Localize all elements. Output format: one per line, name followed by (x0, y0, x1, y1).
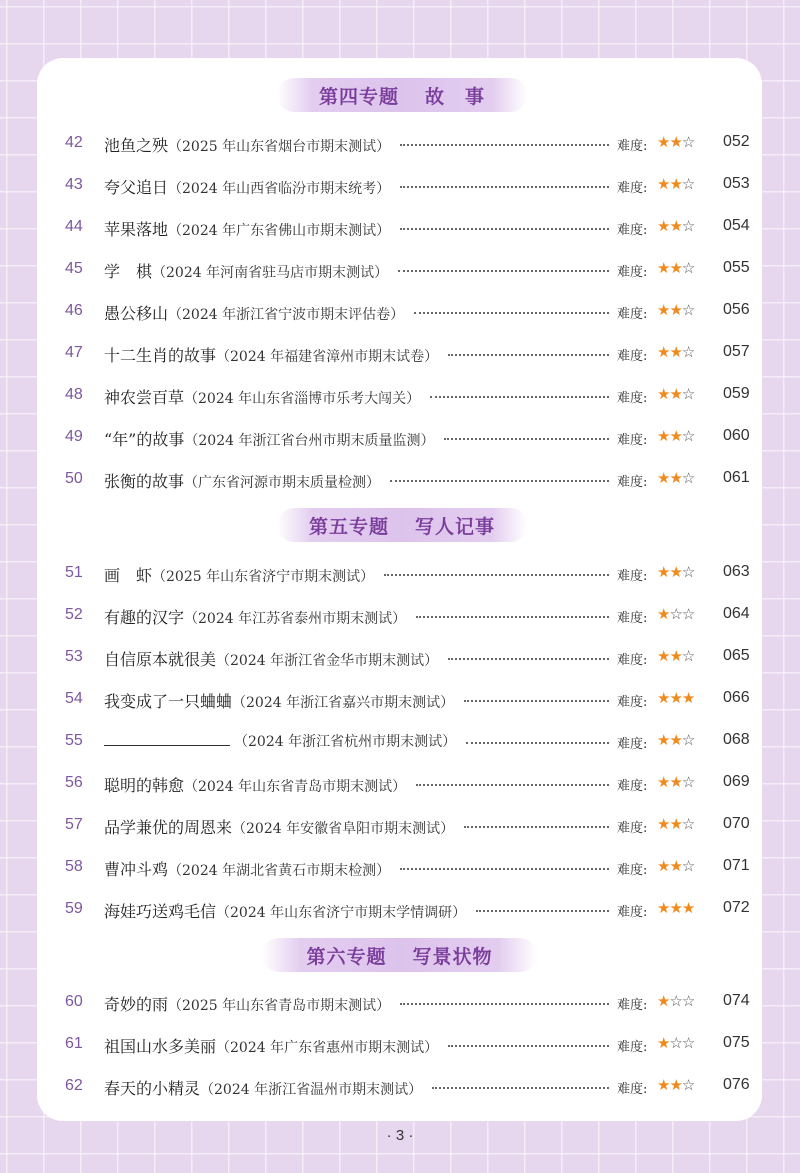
filled-star-icon: ★ (669, 815, 682, 833)
difficulty-label: 难度: (617, 779, 648, 794)
empty-star-icon: ☆ (669, 605, 682, 623)
filled-star-icon: ★ (657, 343, 670, 361)
difficulty-label: 难度: (617, 349, 648, 364)
empty-star-icon: ☆ (681, 175, 695, 193)
entry-number: 54 (65, 690, 83, 707)
entry-page: 068 (723, 731, 750, 748)
entry-page: 076 (723, 1076, 750, 1093)
empty-star-icon: ☆ (681, 427, 695, 445)
entry-title-text: 我变成了一只蛐蛐 (104, 692, 233, 711)
leader-dots (384, 574, 609, 576)
entry-page: 055 (723, 259, 750, 276)
entry-number: 59 (65, 900, 83, 917)
filled-star-icon: ★ (669, 133, 682, 151)
difficulty-stars (657, 133, 694, 151)
difficulty-label: 难度: (617, 611, 648, 626)
difficulty-label: 难度: (617, 998, 648, 1013)
toc-entry[interactable] (37, 333, 762, 375)
filled-star-icon: ★ (657, 857, 670, 875)
difficulty-stars (657, 1076, 694, 1094)
page-number: · 3 · (386, 1127, 414, 1144)
difficulty-stars (657, 469, 694, 487)
filled-star-icon: ★ (657, 175, 670, 193)
entry-number: 49 (65, 428, 83, 445)
entry-number: 57 (65, 816, 83, 833)
section-title-name: 写人记事 (415, 515, 496, 538)
leader-dots (444, 438, 609, 440)
entry-number: 50 (65, 470, 83, 487)
filled-star-icon: ★ (657, 385, 670, 403)
entry-number: 51 (65, 564, 83, 581)
entry-title-text: 画 虾 (104, 566, 153, 585)
difficulty-label: 难度: (617, 1082, 648, 1097)
empty-star-icon: ☆ (681, 259, 695, 277)
entry-source: （2024 年浙江省台州市期末质量监测） (184, 433, 435, 449)
entry-number: 53 (65, 648, 83, 665)
entry-page: 070 (723, 815, 750, 832)
difficulty-label: 难度: (617, 307, 648, 322)
entry-source: （2024 年江苏省泰州市期末测试） (184, 611, 407, 627)
empty-star-icon: ☆ (681, 1034, 695, 1052)
difficulty-stars (657, 857, 694, 875)
toc-entry[interactable] (37, 459, 762, 501)
difficulty-label: 难度: (617, 821, 648, 836)
difficulty-stars (657, 647, 694, 665)
section-title-name: 写景状物 (412, 945, 493, 968)
entry-source: （2024 年浙江省杭州市期末测试） (234, 734, 457, 750)
section-title-number: 第六专题 (306, 945, 387, 968)
section-title (277, 78, 527, 112)
difficulty-label: 难度: (617, 737, 648, 752)
leader-dots (466, 742, 609, 744)
leader-dots (432, 1087, 609, 1089)
entry-source: （2024 年福建省漳州市期末试卷） (216, 349, 439, 365)
entry-title-text: 祖国山水多美丽 (104, 1037, 217, 1056)
toc-entry[interactable] (37, 417, 762, 459)
filled-star-icon: ★ (669, 647, 682, 665)
entry-source: （2024 年山西省临汾市期末统考） (168, 181, 391, 197)
difficulty-stars (657, 689, 694, 707)
entry-title (104, 301, 404, 324)
entry-number: 62 (65, 1077, 83, 1094)
entry-page: 075 (723, 1034, 750, 1051)
entry-title (104, 899, 466, 922)
entry-source: （2025 年山东省青岛市期末测试） (168, 998, 391, 1014)
toc-entry[interactable] (37, 1024, 762, 1066)
toc-entry[interactable] (37, 375, 762, 417)
entry-title-text: 愚公移山 (104, 304, 169, 323)
toc-entry[interactable] (37, 553, 762, 595)
entry-source: （2024 年湖北省黄石市期末检测） (168, 863, 391, 879)
empty-star-icon: ☆ (681, 992, 695, 1010)
entry-title (104, 217, 390, 240)
leader-dots (464, 826, 609, 828)
filled-star-icon: ★ (669, 469, 682, 487)
entry-page: 071 (723, 857, 750, 874)
entry-number: 44 (65, 218, 83, 235)
entry-title (104, 857, 390, 880)
entry-title (104, 647, 438, 670)
filled-star-icon: ★ (657, 815, 670, 833)
empty-star-icon: ☆ (669, 992, 682, 1010)
difficulty-label: 难度: (617, 181, 648, 196)
empty-star-icon: ☆ (681, 301, 695, 319)
entry-page: 074 (723, 992, 750, 1009)
entry-title-text: 品学兼优的周恩来 (104, 818, 233, 837)
filled-star-icon: ★ (657, 469, 670, 487)
entry-source: （2024 年广东省惠州市期末测试） (216, 1040, 439, 1056)
difficulty-stars (657, 217, 694, 235)
filled-star-icon: ★ (681, 689, 695, 707)
filled-star-icon: ★ (657, 773, 670, 791)
leader-dots (476, 910, 609, 912)
filled-star-icon: ★ (669, 563, 682, 581)
filled-star-icon: ★ (657, 301, 670, 319)
toc-entry[interactable] (37, 679, 762, 721)
entry-title-text: 张衡的故事 (104, 472, 185, 491)
entry-title (104, 563, 374, 586)
difficulty-label: 难度: (617, 695, 648, 710)
leader-dots (400, 228, 609, 230)
difficulty-stars (657, 773, 694, 791)
filled-star-icon: ★ (669, 1076, 682, 1094)
toc-entry[interactable] (37, 805, 762, 847)
entry-page: 052 (723, 133, 750, 150)
empty-star-icon: ☆ (681, 217, 695, 235)
leader-dots (464, 700, 609, 702)
entry-title-text: “年”的故事 (104, 430, 185, 449)
section-title-number: 第四专题 (318, 85, 399, 108)
difficulty-label: 难度: (617, 569, 648, 584)
entry-page: 063 (723, 563, 750, 580)
empty-star-icon: ☆ (681, 385, 695, 403)
entry-title (104, 605, 406, 628)
entry-source: （广东省河源市期末质量检测） (184, 475, 381, 491)
entry-title-text: 自信原本就很美 (104, 650, 217, 669)
entry-source: （2024 年浙江省温州市期末测试） (200, 1082, 423, 1098)
entry-number: 56 (65, 774, 83, 791)
entry-page: 064 (723, 605, 750, 622)
empty-star-icon: ☆ (681, 815, 695, 833)
entry-source: （2024 年安徽省阜阳市期末测试） (232, 821, 455, 837)
leader-dots (430, 396, 609, 398)
empty-star-icon: ☆ (681, 731, 695, 749)
entry-title (104, 731, 456, 751)
leader-dots (400, 144, 609, 146)
filled-star-icon: ★ (657, 1076, 670, 1094)
filled-star-icon: ★ (657, 259, 670, 277)
entry-page: 069 (723, 773, 750, 790)
entry-page: 060 (723, 427, 750, 444)
section-title (262, 938, 537, 972)
entry-title-text: 奇妙的雨 (104, 995, 169, 1014)
filled-star-icon: ★ (669, 385, 682, 403)
difficulty-label: 难度: (617, 475, 648, 490)
leader-dots (416, 784, 609, 786)
difficulty-label: 难度: (617, 653, 648, 668)
difficulty-label: 难度: (617, 433, 648, 448)
entry-page: 057 (723, 343, 750, 360)
entry-title-text: 苹果落地 (104, 220, 169, 239)
leader-dots (400, 186, 609, 188)
toc-entry[interactable] (37, 291, 762, 333)
entry-title (104, 1076, 422, 1099)
filled-star-icon: ★ (669, 857, 682, 875)
entry-number: 46 (65, 302, 83, 319)
entry-title-text: 学 棋 (104, 262, 153, 281)
difficulty-stars (657, 427, 694, 445)
toc-entry[interactable] (37, 595, 762, 637)
toc-entry[interactable] (37, 763, 762, 805)
toc-entry[interactable] (37, 165, 762, 207)
filled-star-icon: ★ (669, 259, 682, 277)
entry-title (104, 133, 390, 156)
entry-title-text: 夸父追日 (104, 178, 169, 197)
entry-number: 55 (65, 732, 83, 749)
entry-title-text: 神农尝百草 (104, 388, 185, 407)
entry-source: （2025 年山东省济宁市期末测试） (152, 569, 375, 585)
entry-title-text: 春天的小精灵 (104, 1079, 201, 1098)
filled-star-icon: ★ (657, 1034, 670, 1052)
difficulty-stars (657, 301, 694, 319)
entry-number: 43 (65, 176, 83, 193)
entry-title (104, 343, 438, 366)
entry-page: 054 (723, 217, 750, 234)
leader-dots (414, 312, 609, 314)
leader-dots (448, 1045, 609, 1047)
section-title-name: 故 事 (425, 85, 486, 108)
entry-title-text: 有趣的汉字 (104, 608, 185, 627)
entry-title-text: 曹冲斗鸡 (104, 860, 169, 879)
difficulty-label: 难度: (617, 863, 648, 878)
toc-entry[interactable] (37, 1066, 762, 1108)
entry-title-text: 聪明的韩愈 (104, 776, 185, 795)
difficulty-stars (657, 899, 694, 917)
section-title (277, 508, 527, 542)
entry-number: 42 (65, 134, 83, 151)
entry-number: 48 (65, 386, 83, 403)
difficulty-label: 难度: (617, 1040, 648, 1055)
entry-title-text: 池鱼之殃 (104, 136, 169, 155)
toc-card (37, 58, 762, 1121)
difficulty-label: 难度: (617, 905, 648, 920)
entry-title (104, 385, 420, 408)
entry-page: 053 (723, 175, 750, 192)
filled-star-icon: ★ (657, 563, 670, 581)
empty-star-icon: ☆ (681, 605, 695, 623)
entry-title (104, 689, 454, 712)
entry-source: （2024 年山东省济宁市期末学情调研） (216, 905, 467, 921)
entry-title (104, 259, 388, 282)
difficulty-label: 难度: (617, 139, 648, 154)
filled-star-icon: ★ (657, 647, 670, 665)
difficulty-stars (657, 175, 694, 193)
filled-star-icon: ★ (669, 301, 682, 319)
entry-source: （2024 年浙江省宁波市期末评估卷） (168, 307, 405, 323)
filled-star-icon: ★ (657, 992, 670, 1010)
leader-dots (448, 658, 609, 660)
difficulty-label: 难度: (617, 223, 648, 238)
entry-page: 065 (723, 647, 750, 664)
empty-star-icon: ☆ (669, 1034, 682, 1052)
difficulty-stars (657, 385, 694, 403)
difficulty-stars (657, 992, 694, 1010)
filled-star-icon: ★ (657, 605, 670, 623)
entry-title (104, 1034, 438, 1057)
entry-number: 60 (65, 993, 83, 1010)
entry-page: 066 (723, 689, 750, 706)
leader-dots (400, 1003, 609, 1005)
entry-title (104, 427, 434, 450)
entry-title (104, 815, 454, 838)
leader-dots (400, 868, 609, 870)
filled-star-icon: ★ (669, 427, 682, 445)
entry-source: （2025 年山东省烟台市期末测试） (168, 139, 391, 155)
difficulty-stars (657, 731, 694, 749)
filled-star-icon: ★ (657, 899, 670, 917)
section-title-number: 第五专题 (308, 515, 389, 538)
toc-entry[interactable] (37, 123, 762, 165)
filled-star-icon: ★ (657, 217, 670, 235)
entry-number: 52 (65, 606, 83, 623)
entry-source: （2024 年河南省驻马店市期末测试） (152, 265, 389, 281)
empty-star-icon: ☆ (681, 647, 695, 665)
filled-star-icon: ★ (669, 343, 682, 361)
toc-entry[interactable] (37, 207, 762, 249)
difficulty-stars (657, 563, 694, 581)
toc-entry[interactable] (37, 249, 762, 291)
fill-in-blank[interactable] (104, 731, 230, 746)
filled-star-icon: ★ (657, 731, 670, 749)
difficulty-stars (657, 1034, 694, 1052)
difficulty-stars (657, 343, 694, 361)
empty-star-icon: ☆ (681, 133, 695, 151)
entry-page: 059 (723, 385, 750, 402)
filled-star-icon: ★ (657, 133, 670, 151)
entry-title (104, 992, 390, 1015)
filled-star-icon: ★ (681, 899, 695, 917)
toc-entry[interactable] (37, 847, 762, 889)
entry-title (104, 773, 406, 796)
leader-dots (398, 270, 609, 272)
toc-entry[interactable] (37, 982, 762, 1024)
empty-star-icon: ☆ (681, 343, 695, 361)
entry-title-text: 海娃巧送鸡毛信 (104, 902, 217, 921)
empty-star-icon: ☆ (681, 773, 695, 791)
filled-star-icon: ★ (657, 427, 670, 445)
leader-dots (390, 480, 609, 482)
toc-entry[interactable] (37, 637, 762, 679)
filled-star-icon: ★ (669, 731, 682, 749)
entry-page: 061 (723, 469, 750, 486)
entry-title (104, 175, 390, 198)
entry-source: （2024 年广东省佛山市期末测试） (168, 223, 391, 239)
filled-star-icon: ★ (669, 899, 682, 917)
empty-star-icon: ☆ (681, 563, 695, 581)
filled-star-icon: ★ (669, 175, 682, 193)
entry-source: （2024 年山东省青岛市期末测试） (184, 779, 407, 795)
entry-page: 072 (723, 899, 750, 916)
toc-entry[interactable] (37, 889, 762, 931)
filled-star-icon: ★ (669, 217, 682, 235)
entry-page: 056 (723, 301, 750, 318)
filled-star-icon: ★ (657, 689, 670, 707)
difficulty-stars (657, 815, 694, 833)
difficulty-stars (657, 259, 694, 277)
toc-entry[interactable] (37, 721, 762, 763)
difficulty-stars (657, 605, 694, 623)
leader-dots (416, 616, 609, 618)
entry-number: 58 (65, 858, 83, 875)
empty-star-icon: ☆ (681, 1076, 695, 1094)
entry-number: 47 (65, 344, 83, 361)
entry-source: （2024 年浙江省金华市期末测试） (216, 653, 439, 669)
difficulty-label: 难度: (617, 265, 648, 280)
entry-title (104, 469, 380, 492)
filled-star-icon: ★ (669, 773, 682, 791)
entry-number: 45 (65, 260, 83, 277)
entry-source: （2024 年浙江省嘉兴市期末测试） (232, 695, 455, 711)
entry-source: （2024 年山东省淄博市乐考大闯关） (184, 391, 421, 407)
filled-star-icon: ★ (669, 689, 682, 707)
empty-star-icon: ☆ (681, 469, 695, 487)
empty-star-icon: ☆ (681, 857, 695, 875)
entry-title-text: 十二生肖的故事 (104, 346, 217, 365)
difficulty-label: 难度: (617, 391, 648, 406)
entry-number: 61 (65, 1035, 83, 1052)
leader-dots (448, 354, 609, 356)
